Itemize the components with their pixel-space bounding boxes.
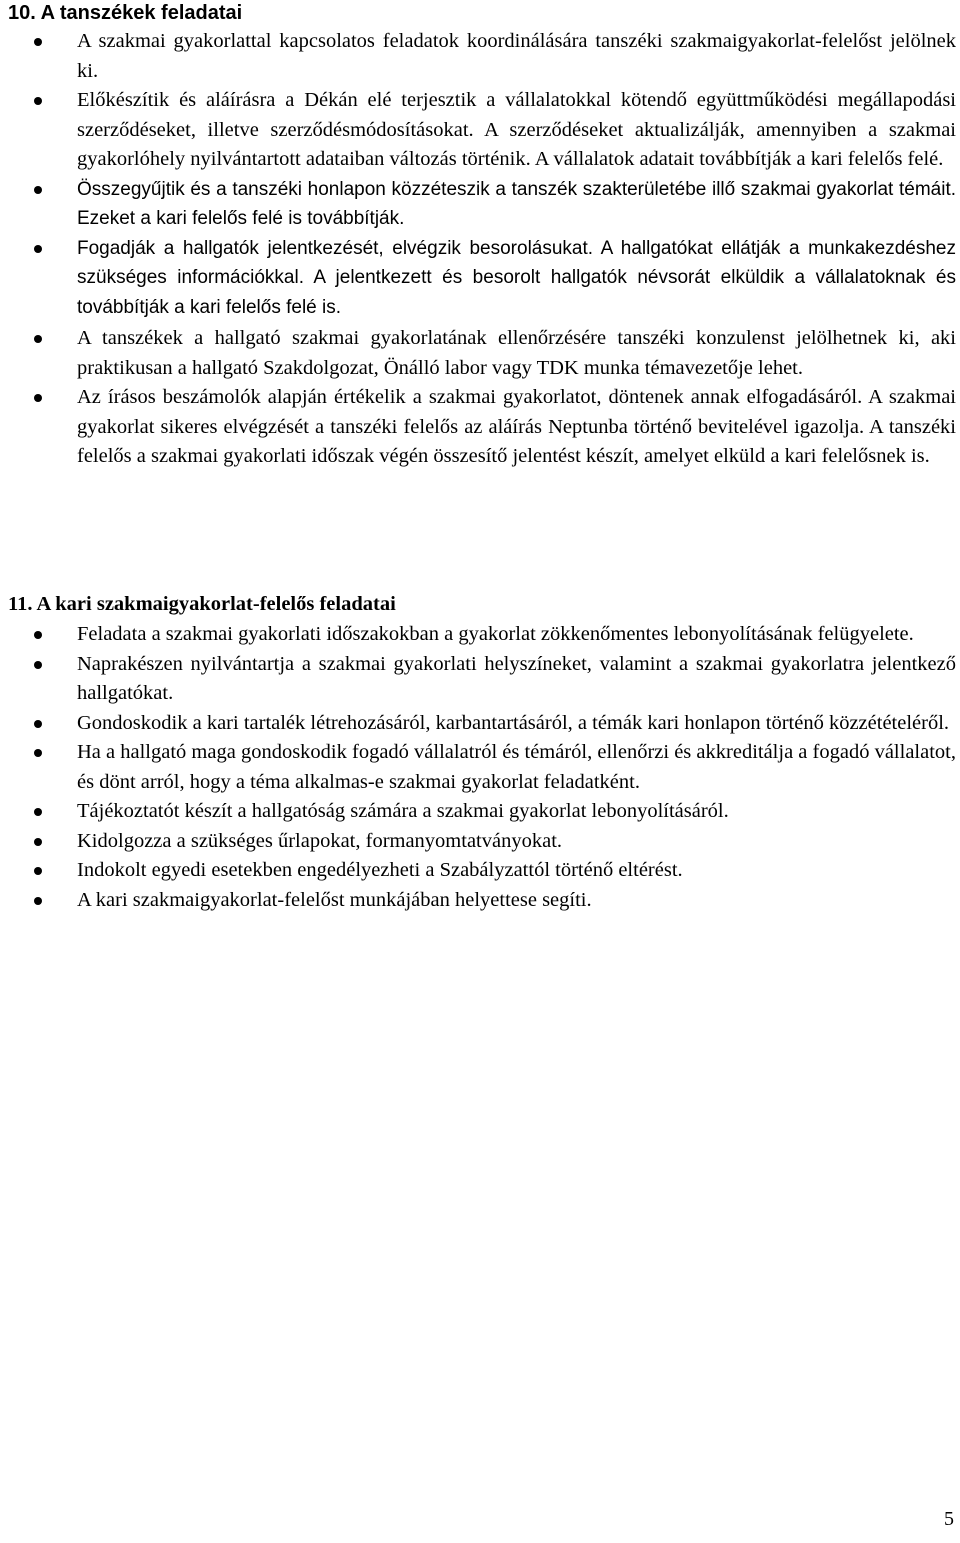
section-11-list bbox=[0, 620, 960, 915]
bullet-icon bbox=[34, 97, 42, 105]
list-item bbox=[0, 650, 960, 709]
list-item-text: A tanszékek a hallgató szakmai gyakorlatának ellenőrzésére tanszéki konzulenst jelölhetnek ki, aki praktikusan a hallgató Szakdolgozat, Önálló labor vagy TDK munka témavezetője lehet. bbox=[77, 327, 956, 379]
section-11-heading: 11. A kari szakmaigyakorlat-felelős feladatai bbox=[8, 593, 396, 615]
bullet-icon bbox=[34, 897, 42, 905]
list-item bbox=[0, 175, 960, 234]
list-item bbox=[0, 324, 960, 383]
bullet-icon bbox=[34, 838, 42, 846]
list-item bbox=[0, 827, 960, 857]
list-item bbox=[0, 383, 960, 472]
section-10-list bbox=[0, 27, 960, 472]
list-item-text: Ha a hallgató maga gondoskodik fogadó vállalatról és témáról, ellenőrzi és akkreditálja a fogadó vállalatot, és dönt arról, hogy a téma alkalmas-e szakmai gyakorlat feladatként. bbox=[77, 741, 956, 793]
list-item bbox=[0, 738, 960, 797]
bullet-icon bbox=[34, 335, 42, 343]
bullet-icon bbox=[34, 720, 42, 728]
list-item bbox=[0, 886, 960, 916]
list-item bbox=[0, 709, 960, 739]
list-item-text: Feladata a szakmai gyakorlati időszakokban a gyakorlat zökkenőmentes lebonyolításának felügyelete. bbox=[77, 623, 914, 645]
list-item bbox=[0, 797, 960, 827]
list-item bbox=[0, 620, 960, 650]
list-item-text: Kidolgozza a szükséges űrlapokat, formanyomtatványokat. bbox=[77, 829, 563, 852]
bullet-icon bbox=[34, 631, 42, 639]
bullet-icon bbox=[34, 808, 42, 816]
list-item-text: Gondoskodik a kari tartalék létrehozásáról, karbantartásáról, a témák kari honlapon történő közzétételéről. bbox=[77, 711, 950, 734]
section-10-heading: 10. A tanszékek feladatai bbox=[8, 2, 243, 24]
list-item-text: Naprakészen nyilvántartja a szakmai gyakorlati helyszíneket, valamint a szakmai gyakorlatra jelentkező hallgatókat. bbox=[77, 652, 956, 704]
list-item-text: Előkészítik és aláírásra a Dékán elé terjesztik a vállalatokkal kötendő együttműködési megállapodási szerződéseket, illetve szerződésmódosításokat. A szerződéseket aktualizálják, amennyiben a szakmai gyakorlóhely nyilvántartott adataiban változás történik. A vállalatok adatait továbbítják a kari felelős felé. bbox=[77, 89, 956, 170]
list-item-text: Az írásos beszámolók alapján értékelik a szakmai gyakorlatot, döntenek annak elfogadásáról. A szakmai gyakorlat sikeres elvégzését a tanszéki felelős az aláírás Neptunba történő bevitelével igazolja. A tanszéki felelős a szakmai gyakorlati időszak végén összesítő jelentést készít, amelyet elküld a kari felelősnek is. bbox=[77, 386, 956, 467]
list-item-text: Indokolt egyedi esetekben engedélyezheti a Szabályzattól történő eltérést. bbox=[77, 859, 683, 881]
page-number: 5 bbox=[944, 1508, 954, 1530]
list-item bbox=[0, 856, 960, 886]
bullet-icon bbox=[34, 186, 42, 194]
list-item-text: A kari szakmaigyakorlat-felelőst munkájában helyettese segíti. bbox=[77, 888, 592, 911]
list-item-text: A szakmai gyakorlattal kapcsolatos feladatok koordinálására tanszéki szakmaigyakorlat-felelőst jelölnek ki. bbox=[77, 30, 956, 82]
list-item bbox=[0, 27, 960, 86]
bullet-icon bbox=[34, 867, 42, 875]
bullet-icon bbox=[34, 38, 42, 46]
list-item-text: Fogadják a hallgatók jelentkezését, elvégzik besorolásukat. A hallgatókat ellátják a munkakezdéshez szükséges információkkal. A jelentkezett és besorolt hallgatók névsorát elküldik a vállalatoknak és továbbítják a kari felelős felé is. bbox=[77, 237, 956, 318]
list-item-text: Összegyűjtik és a tanszéki honlapon közzéteszik a tanszék szakterületébe illő szakmai gyakorlat témáit. Ezeket a kari felelős felé is továbbítják. bbox=[77, 178, 956, 229]
list-item-text: Tájékoztatót készít a hallgatóság számára a szakmai gyakorlat lebonyolításáról. bbox=[77, 800, 729, 822]
bullet-icon bbox=[34, 661, 42, 669]
bullet-icon bbox=[34, 394, 42, 402]
bullet-icon bbox=[34, 245, 42, 253]
list-item bbox=[0, 86, 960, 175]
bullet-icon bbox=[34, 749, 42, 757]
list-item bbox=[0, 234, 960, 323]
